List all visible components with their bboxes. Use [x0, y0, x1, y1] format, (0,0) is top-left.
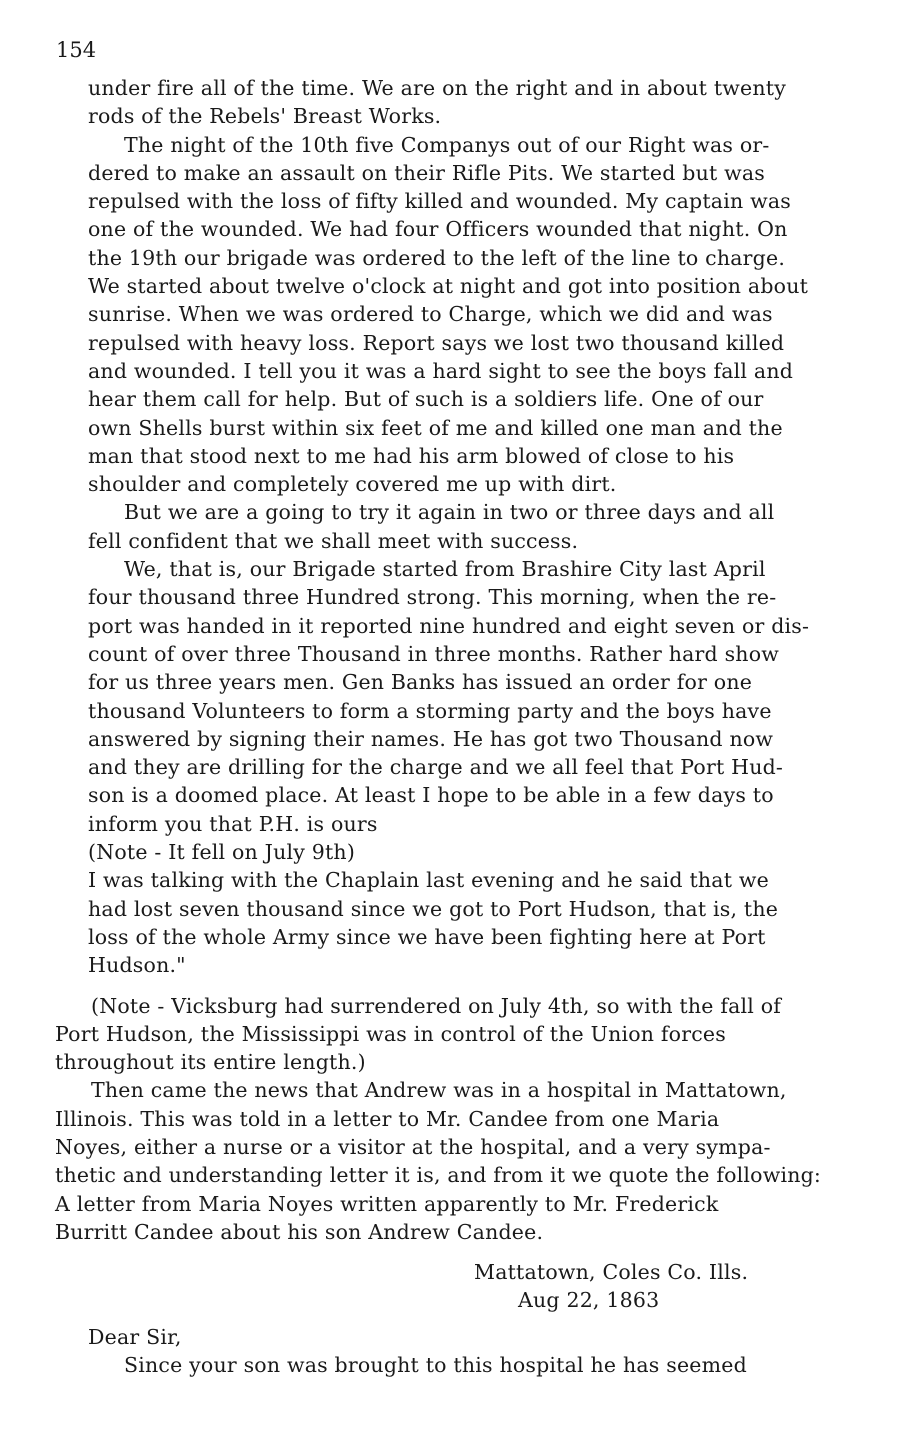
text-line: shoulder and completely covered me up with dirt.: [88, 472, 617, 497]
text-line: and they are drilling for the charge and we all feel that Port Hud-: [88, 755, 784, 780]
text-line: under fire all of the time. We are on the right and in about twenty: [88, 76, 786, 100]
text-line: one of the wounded. We had four Officers wounded that night. On: [88, 217, 788, 242]
text-line: hear them call for help. But of such is a soldiers life. One of our: [88, 387, 764, 412]
text-line: count of over three Thousand in three months. Rather hard show: [88, 641, 779, 666]
text-line: Illinois. This was told in a letter to Mr. Candee from one Maria: [55, 1106, 720, 1131]
letter-salutation: Dear Sir,: [88, 1324, 182, 1349]
text-line: A letter from Maria Noyes written apparently to Mr. Frederick: [55, 1191, 719, 1216]
text-line: Noyes, either a nurse or a visitor at the hospital, and a very sympa-: [55, 1134, 771, 1159]
page-text: [0, 74, 900, 1379]
text-line: repulsed with heavy loss. Report says we lost two thousand killed: [88, 330, 785, 355]
text-line: Then came the news that Andrew was in a hospital in Mattatown,: [91, 1078, 787, 1103]
text-line: Burritt Candee about his son Andrew Candee.: [55, 1219, 544, 1244]
text-line: Port Hudson, the Mississippi was in control of the Union forces: [55, 1021, 726, 1046]
quoted-letter: [0, 74, 900, 980]
letter-body: Since your son was brought to this hospital he has seemed: [124, 1353, 747, 1378]
second-letter: [0, 1258, 900, 1379]
text-line: (Note - Vicksburg had surrendered on July 4th, so with the fall of: [91, 993, 782, 1018]
text-line: and wounded. I tell you it was a hard sight to see the boys fall and: [88, 358, 794, 383]
text-line: thetic and understanding letter it is, and from it we quote the following:: [55, 1163, 822, 1188]
text-line: But we are a going to try it again in two or three days and all: [124, 500, 775, 525]
page-number: 154: [56, 38, 97, 62]
text-line: dered to make an assault on their Rifle Pits. We started but was: [88, 160, 766, 185]
text-line: rods of the Rebels' Breast Works.: [88, 104, 442, 129]
text-line: We, that is, our Brigade started from Brashire City last April: [124, 557, 766, 582]
text-line: We started about twelve o'clock at night and got into position about: [88, 274, 809, 299]
text-line: (Note - It fell on July 9th): [88, 840, 356, 865]
letter-date: Aug 22, 1863: [518, 1288, 660, 1313]
text-line: throughout its entire length.): [55, 1050, 366, 1075]
text-line: man that stood next to me had his arm blowed of close to his: [88, 443, 735, 468]
text-line: loss of the whole Army since we have been fighting here at Port: [88, 924, 766, 949]
text-line: Hudson.": [88, 953, 186, 978]
text-line: inform you that P.H. is ours: [88, 811, 378, 836]
text-line: The night of the 10th five Companys out of our Right was or-: [124, 132, 770, 157]
narrative: [0, 992, 900, 1247]
text-line: four thousand three Hundred strong. This morning, when the re-: [88, 585, 777, 610]
text-line: answered by signing their names. He has got two Thousand now: [88, 726, 774, 751]
text-line: fell confident that we shall meet with success.: [88, 528, 579, 553]
text-line: I was talking with the Chaplain last evening and he said that we: [88, 868, 769, 893]
text-line: thousand Volunteers to form a storming party and the boys have: [88, 698, 772, 723]
text-line: the 19th our brigade was ordered to the left of the line to charge.: [88, 245, 786, 270]
text-line: own Shells burst within six feet of me and killed one man and the: [88, 415, 783, 440]
text-line: for us three years men. Gen Banks has issued an order for one: [88, 670, 753, 695]
text-line: repulsed with the loss of fifty killed and wounded. My captain was: [88, 189, 791, 214]
text-line: sunrise. When we was ordered to Charge, which we did and was: [88, 302, 773, 327]
text-line: son is a doomed place. At least I hope to be able in a few days to: [88, 783, 774, 808]
text-line: had lost seven thousand since we got to Port Hudson, that is, the: [88, 896, 779, 921]
text-line: port was handed in it reported nine hundred and eight seven or dis-: [88, 613, 810, 638]
letter-place: Mattatown, Coles Co. Ills.: [474, 1260, 749, 1285]
